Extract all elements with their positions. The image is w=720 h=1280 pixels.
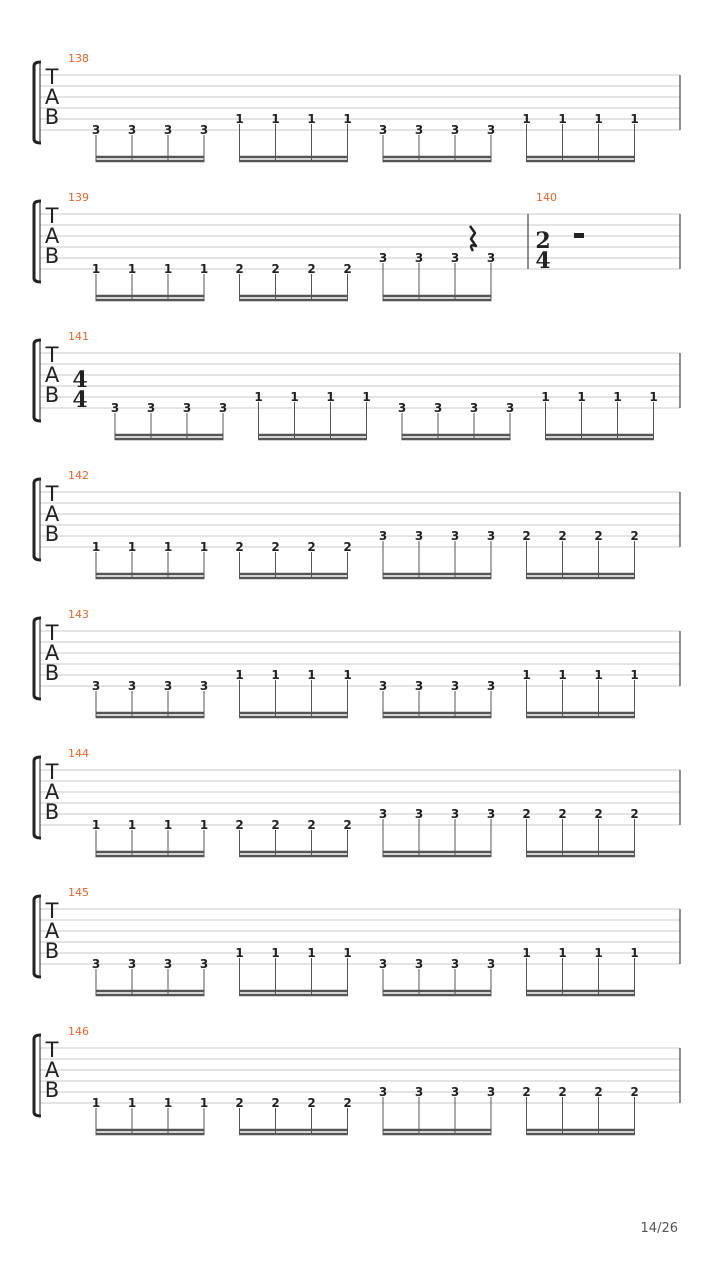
fret-number: 3 — [414, 957, 424, 971]
tab-clef-letter: T — [45, 343, 59, 367]
fret-number: 1 — [127, 540, 137, 554]
fret-number: 2 — [307, 540, 316, 554]
measure-number: 146 — [68, 1025, 89, 1038]
fret-number: 2 — [235, 1096, 244, 1110]
fret-number: 1 — [290, 390, 299, 404]
fret-number: 3 — [199, 123, 209, 137]
tab-clef-letter: B — [44, 939, 60, 963]
fret-number: 1 — [577, 390, 586, 404]
fret-number: 3 — [414, 679, 424, 693]
fret-number: 3 — [91, 123, 101, 137]
fret-number: 1 — [163, 818, 173, 832]
fret-number: 1 — [91, 1096, 101, 1110]
fret-number: 3 — [414, 529, 424, 543]
fret-number: 1 — [613, 390, 622, 404]
fret-number: 1 — [630, 946, 639, 960]
fret-number: 1 — [307, 946, 316, 960]
fret-number: 1 — [91, 818, 101, 832]
fret-number: 1 — [522, 946, 531, 960]
fret-number: 2 — [271, 540, 280, 554]
fret-number: 3 — [469, 401, 479, 415]
fret-number: 1 — [594, 946, 603, 960]
fret-number: 1 — [271, 112, 280, 126]
fret-number: 3 — [414, 251, 424, 265]
fret-number: 3 — [450, 251, 460, 265]
fret-number: 3 — [414, 123, 424, 137]
fret-number: 2 — [271, 262, 280, 276]
fret-number: 1 — [127, 818, 137, 832]
fret-number: 1 — [630, 668, 639, 682]
fret-number: 3 — [450, 957, 460, 971]
measure-number: 141 — [68, 330, 89, 343]
tab-clef-letter: A — [44, 1058, 60, 1082]
fret-number: 3 — [486, 123, 496, 137]
fret-number: 3 — [378, 123, 388, 137]
tab-clef-letter: A — [44, 780, 60, 804]
tab-clef-letter: T — [45, 621, 59, 645]
fret-number: 3 — [486, 251, 496, 265]
fret-number: 2 — [522, 807, 531, 821]
tab-clef-letter: B — [44, 661, 60, 685]
fret-number: 1 — [343, 668, 352, 682]
fret-number: 3 — [414, 807, 424, 821]
fret-number: 2 — [235, 262, 244, 276]
fret-number: 1 — [199, 262, 209, 276]
fret-number: 1 — [362, 390, 371, 404]
tab-clef-letter: B — [44, 244, 60, 268]
fret-number: 2 — [594, 529, 603, 543]
tab-clef-letter: T — [45, 482, 59, 506]
page-number: 14/26 — [640, 1221, 678, 1236]
fret-number: 3 — [486, 1085, 496, 1099]
fret-number: 1 — [594, 668, 603, 682]
fret-number: 1 — [127, 262, 137, 276]
half-rest — [574, 233, 584, 238]
tab-clef-letter: T — [45, 204, 59, 228]
fret-number: 1 — [326, 390, 335, 404]
fret-number: 3 — [486, 957, 496, 971]
fret-number: 2 — [271, 818, 280, 832]
fret-number: 3 — [450, 1085, 460, 1099]
fret-number: 1 — [235, 112, 244, 126]
fret-number: 1 — [558, 668, 567, 682]
tab-clef-letter: T — [45, 899, 59, 923]
fret-number: 3 — [146, 401, 156, 415]
fret-number: 3 — [450, 123, 460, 137]
fret-number: 2 — [522, 529, 531, 543]
fret-number: 1 — [91, 540, 101, 554]
fret-number: 1 — [235, 946, 244, 960]
tab-clef-letter: T — [45, 1038, 59, 1062]
fret-number: 3 — [397, 401, 407, 415]
fret-number: 2 — [307, 818, 316, 832]
fret-number: 3 — [378, 251, 388, 265]
fret-number: 3 — [127, 957, 137, 971]
fret-number: 1 — [343, 946, 352, 960]
fret-number: 3 — [450, 807, 460, 821]
fret-number: 2 — [307, 1096, 316, 1110]
fret-number: 1 — [91, 262, 101, 276]
fret-number: 1 — [271, 946, 280, 960]
fret-number: 3 — [91, 957, 101, 971]
fret-number: 2 — [630, 1085, 639, 1099]
fret-number: 2 — [343, 262, 352, 276]
fret-number: 1 — [127, 1096, 137, 1110]
measure-number: 143 — [68, 608, 89, 621]
tab-clef-letter: A — [44, 919, 60, 943]
fret-number: 3 — [450, 679, 460, 693]
fret-number: 1 — [199, 540, 209, 554]
fret-number: 1 — [649, 390, 658, 404]
fret-number: 3 — [163, 679, 173, 693]
tab-clef-letter: A — [44, 85, 60, 109]
tab-clef-letter: A — [44, 502, 60, 526]
fret-number: 2 — [271, 1096, 280, 1110]
fret-number: 2 — [630, 807, 639, 821]
tab-clef-letter: B — [44, 800, 60, 824]
tab-clef-letter: B — [44, 522, 60, 546]
measure-number: 145 — [68, 886, 89, 899]
fret-number: 3 — [378, 679, 388, 693]
fret-number: 2 — [343, 540, 352, 554]
fret-number: 2 — [594, 1085, 603, 1099]
fret-number: 1 — [235, 668, 244, 682]
tab-clef-letter: T — [45, 760, 59, 784]
fret-number: 2 — [522, 1085, 531, 1099]
fret-number: 3 — [378, 807, 388, 821]
fret-number: 2 — [235, 540, 244, 554]
fret-number: 3 — [378, 1085, 388, 1099]
fret-number: 1 — [199, 818, 209, 832]
fret-number: 2 — [558, 1085, 567, 1099]
fret-number: 1 — [541, 390, 550, 404]
fret-number: 3 — [486, 679, 496, 693]
fret-number: 3 — [163, 957, 173, 971]
fret-number: 1 — [522, 668, 531, 682]
fret-number: 2 — [594, 807, 603, 821]
fret-number: 2 — [558, 529, 567, 543]
fret-number: 1 — [307, 112, 316, 126]
tab-clef-letter: A — [44, 641, 60, 665]
fret-number: 3 — [182, 401, 192, 415]
fret-number: 3 — [163, 123, 173, 137]
fret-number: 3 — [199, 679, 209, 693]
tab-clef-letter: A — [44, 363, 60, 387]
time-signature-top: 4 — [72, 367, 88, 393]
fret-number: 3 — [486, 529, 496, 543]
fret-number: 1 — [558, 112, 567, 126]
fret-number: 2 — [235, 818, 244, 832]
measure-number: 138 — [68, 52, 89, 65]
fret-number: 1 — [163, 1096, 173, 1110]
fret-number: 1 — [630, 112, 639, 126]
tab-clef-letter: B — [44, 105, 60, 129]
measure-number: 142 — [68, 469, 89, 482]
fret-number: 1 — [163, 262, 173, 276]
fret-number: 3 — [450, 529, 460, 543]
tab-clef-letter: T — [45, 65, 59, 89]
fret-number: 3 — [110, 401, 120, 415]
fret-number: 3 — [127, 679, 137, 693]
fret-number: 3 — [91, 679, 101, 693]
tab-clef-letter: B — [44, 1078, 60, 1102]
measure-number: 144 — [68, 747, 89, 760]
fret-number: 2 — [343, 1096, 352, 1110]
time-signature-bottom: 4 — [72, 387, 88, 413]
fret-number: 3 — [486, 807, 496, 821]
fret-number: 3 — [218, 401, 228, 415]
fret-number: 2 — [307, 262, 316, 276]
fret-number: 1 — [594, 112, 603, 126]
fret-number: 3 — [378, 529, 388, 543]
fret-number: 3 — [378, 957, 388, 971]
fret-number: 1 — [271, 668, 280, 682]
tab-clef-letter: A — [44, 224, 60, 248]
time-signature-top: 2 — [535, 228, 551, 254]
fret-number: 1 — [307, 668, 316, 682]
fret-number: 3 — [433, 401, 443, 415]
fret-number: 2 — [558, 807, 567, 821]
fret-number: 3 — [505, 401, 515, 415]
measure-number: 139 — [68, 191, 89, 204]
fret-number: 2 — [630, 529, 639, 543]
fret-number: 1 — [343, 112, 352, 126]
fret-number: 2 — [343, 818, 352, 832]
time-signature-bottom: 4 — [535, 248, 551, 274]
tab-clef-letter: B — [44, 383, 60, 407]
fret-number: 1 — [558, 946, 567, 960]
fret-number: 3 — [127, 123, 137, 137]
fret-number: 1 — [254, 390, 263, 404]
fret-number: 1 — [163, 540, 173, 554]
fret-number: 1 — [522, 112, 531, 126]
fret-number: 1 — [199, 1096, 209, 1110]
fret-number: 3 — [414, 1085, 424, 1099]
fret-number: 3 — [199, 957, 209, 971]
measure-number: 140 — [536, 191, 557, 204]
